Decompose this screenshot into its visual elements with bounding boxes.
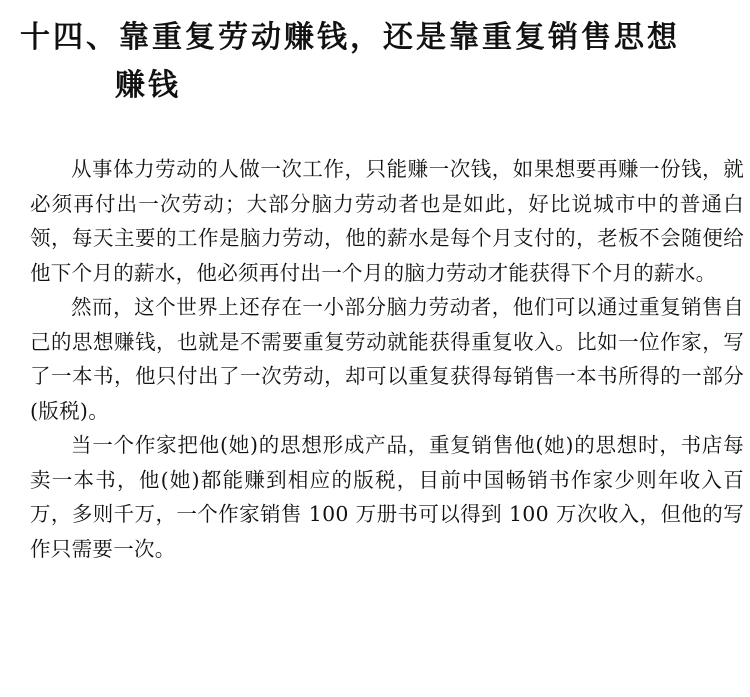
body-text xyxy=(30,152,744,566)
section-heading-line-1: 十四、靠重复劳动赚钱，还是靠重复销售思想 xyxy=(20,20,680,55)
section-heading xyxy=(20,14,740,110)
paragraph-2: 然而，这个世界上还存在一小部分脑力劳动者，他们可以通过重复销售自己的思想赚钱，也就是不需要重复劳动就能获得重复收入。比如一位作家，写了一本书，他只付出了一次劳动，却可以重复获得每销售一本书所得的一部分(版税)。 xyxy=(30,295,744,423)
paragraph-3: 当一个作家把他(她)的思想形成产品，重复销售他(她)的思想时，书店每卖一本书，他(她)都能赚到相应的版税，目前中国畅销书作家少则年收入百万，多则千万，一个作家销售 100 万册书可以得到 100 万次收入，但他的写作只需要一次。 xyxy=(30,433,744,561)
paragraph-1: 从事体力劳动的人做一次工作，只能赚一次钱，如果想要再赚一份钱，就必须再付出一次劳动；大部分脑力劳动者也是如此，好比说城市中的普通白领，每天主要的工作是脑力劳动，他的薪水是每个月支付的，老板不会随便给他下个月的薪水，他必须再付出一个月的脑力劳动才能获得下个月的薪水。 xyxy=(30,157,744,285)
section-heading-line-2: 赚钱 xyxy=(115,68,181,103)
